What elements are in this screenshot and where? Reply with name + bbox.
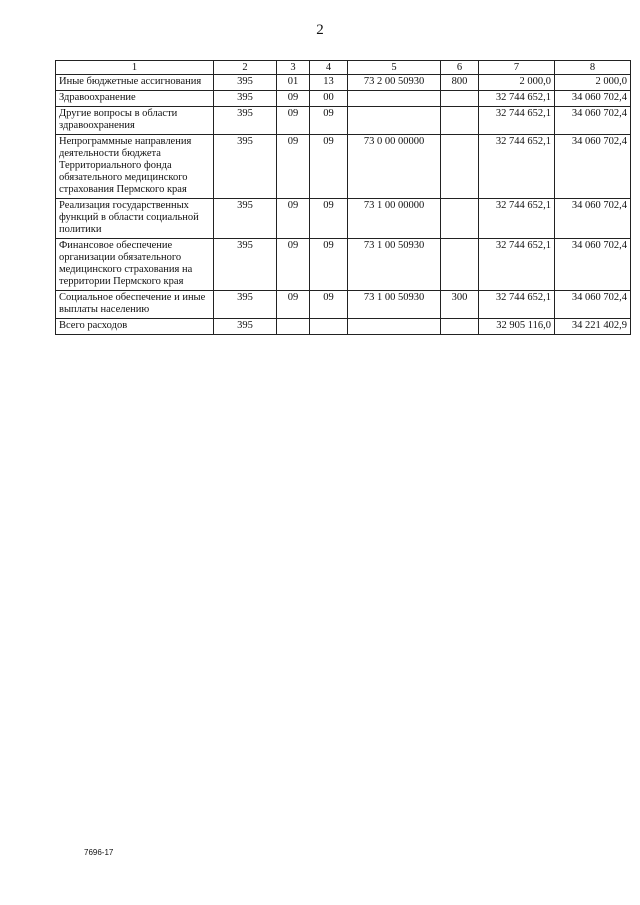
row-name-cell: Непрограммные направления деятельности бюджета Территориального фонда обязательного медицинского страхования Пермского края bbox=[56, 135, 214, 199]
expense-type-cell: 800 bbox=[441, 75, 479, 91]
amount-year-2-cell: 34 060 702,4 bbox=[555, 239, 631, 291]
row-name-cell: Финансовое обеспечение организации обязательного медицинского страхования на территории Пермского края bbox=[56, 239, 214, 291]
header-cell: 4 bbox=[310, 61, 348, 75]
table-row bbox=[56, 239, 631, 291]
section-code-cell: 09 bbox=[277, 291, 310, 319]
amount-year-2-cell: 34 060 702,4 bbox=[555, 135, 631, 199]
expense-type-cell bbox=[441, 199, 479, 239]
expense-type-cell: 300 bbox=[441, 291, 479, 319]
section-code-cell: 01 bbox=[277, 75, 310, 91]
header-cell: 3 bbox=[277, 61, 310, 75]
table-row bbox=[56, 91, 631, 107]
page-number: 2 bbox=[316, 22, 324, 38]
total-year-1-cell: 32 905 116,0 bbox=[479, 319, 555, 335]
amount-year-1-cell: 32 744 652,1 bbox=[479, 91, 555, 107]
row-name-cell: Иные бюджетные ассигнования bbox=[56, 75, 214, 91]
target-article-cell: 73 1 00 50930 bbox=[348, 291, 441, 319]
ministry-code-cell: 395 bbox=[214, 91, 277, 107]
total-year-2-cell: 34 221 402,9 bbox=[555, 319, 631, 335]
amount-year-2-cell: 34 060 702,4 bbox=[555, 91, 631, 107]
subsection-code-cell: 09 bbox=[310, 199, 348, 239]
subsection-code-cell: 09 bbox=[310, 239, 348, 291]
expense-type-cell bbox=[441, 239, 479, 291]
header-cell: 2 bbox=[214, 61, 277, 75]
amount-year-2-cell: 34 060 702,4 bbox=[555, 291, 631, 319]
table-total-row bbox=[56, 319, 631, 335]
subsection-code-cell: 09 bbox=[310, 135, 348, 199]
row-name-cell: Другие вопросы в области здравоохранения bbox=[56, 107, 214, 135]
amount-year-1-cell: 32 744 652,1 bbox=[479, 239, 555, 291]
row-name-cell: Реализация государственных функций в области социальной политики bbox=[56, 199, 214, 239]
table-row bbox=[56, 135, 631, 199]
subsection-code-cell bbox=[310, 319, 348, 335]
subsection-code-cell: 09 bbox=[310, 291, 348, 319]
amount-year-1-cell: 32 744 652,1 bbox=[479, 199, 555, 239]
target-article-cell bbox=[348, 107, 441, 135]
target-article-cell bbox=[348, 319, 441, 335]
ministry-code-cell: 395 bbox=[214, 239, 277, 291]
target-article-cell: 73 1 00 00000 bbox=[348, 199, 441, 239]
table-row bbox=[56, 291, 631, 319]
amount-year-2-cell: 2 000,0 bbox=[555, 75, 631, 91]
ministry-code-cell: 395 bbox=[214, 107, 277, 135]
row-name-cell: Здравоохранение bbox=[56, 91, 214, 107]
table-row bbox=[56, 75, 631, 91]
amount-year-1-cell: 2 000,0 bbox=[479, 75, 555, 91]
target-article-cell: 73 0 00 00000 bbox=[348, 135, 441, 199]
row-name-cell: Социальное обеспечение и иные выплаты населению bbox=[56, 291, 214, 319]
ministry-code-cell: 395 bbox=[214, 199, 277, 239]
section-code-cell: 09 bbox=[277, 107, 310, 135]
expense-type-cell bbox=[441, 91, 479, 107]
total-label-cell: Всего расходов bbox=[56, 319, 214, 335]
amount-year-1-cell: 32 744 652,1 bbox=[479, 291, 555, 319]
amount-year-2-cell: 34 060 702,4 bbox=[555, 107, 631, 135]
target-article-cell bbox=[348, 91, 441, 107]
expense-type-cell bbox=[441, 319, 479, 335]
subsection-code-cell: 00 bbox=[310, 91, 348, 107]
ministry-code-cell: 395 bbox=[214, 291, 277, 319]
target-article-cell: 73 1 00 50930 bbox=[348, 239, 441, 291]
subsection-code-cell: 09 bbox=[310, 107, 348, 135]
header-cell: 6 bbox=[441, 61, 479, 75]
amount-year-1-cell: 32 744 652,1 bbox=[479, 135, 555, 199]
header-cell: 7 bbox=[479, 61, 555, 75]
table-row bbox=[56, 107, 631, 135]
budget-expenses-table bbox=[55, 60, 631, 335]
document-code: 7696-17 bbox=[84, 848, 114, 857]
header-cell: 1 bbox=[56, 61, 214, 75]
expense-type-cell bbox=[441, 135, 479, 199]
amount-year-1-cell: 32 744 652,1 bbox=[479, 107, 555, 135]
section-code-cell: 09 bbox=[277, 135, 310, 199]
header-cell: 5 bbox=[348, 61, 441, 75]
ministry-code-cell: 395 bbox=[214, 75, 277, 91]
section-code-cell bbox=[277, 319, 310, 335]
expense-type-cell bbox=[441, 107, 479, 135]
subsection-code-cell: 13 bbox=[310, 75, 348, 91]
ministry-code-cell: 395 bbox=[214, 135, 277, 199]
ministry-code-cell: 395 bbox=[214, 319, 277, 335]
table-row bbox=[56, 199, 631, 239]
amount-year-2-cell: 34 060 702,4 bbox=[555, 199, 631, 239]
section-code-cell: 09 bbox=[277, 239, 310, 291]
table-header-row bbox=[56, 61, 631, 75]
section-code-cell: 09 bbox=[277, 199, 310, 239]
header-cell: 8 bbox=[555, 61, 631, 75]
section-code-cell: 09 bbox=[277, 91, 310, 107]
target-article-cell: 73 2 00 50930 bbox=[348, 75, 441, 91]
